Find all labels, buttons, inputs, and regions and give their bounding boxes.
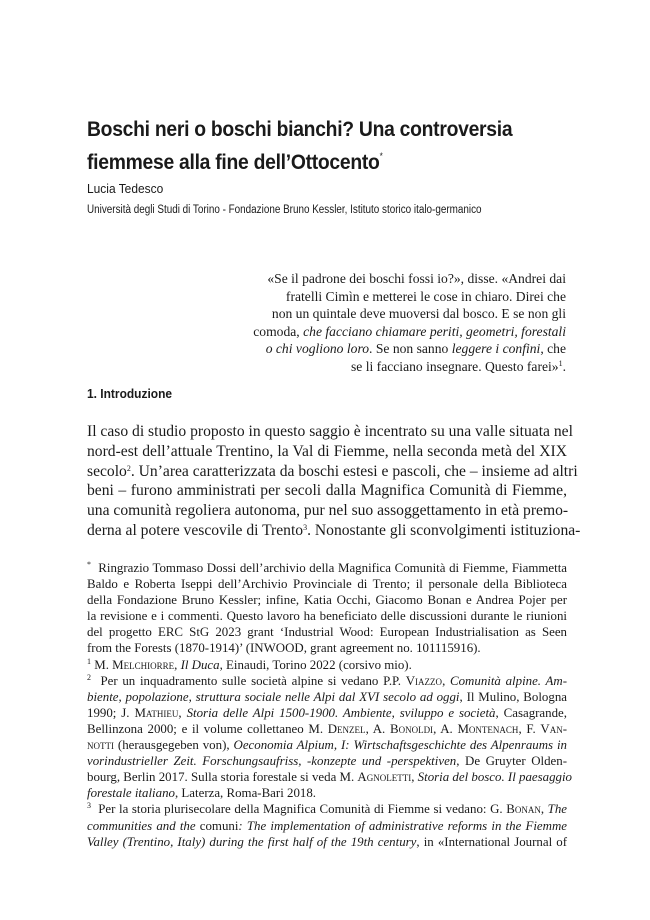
footnote-line [87, 705, 567, 721]
author-surname: Bonan [506, 802, 541, 817]
work-title: Il Duca [180, 657, 220, 672]
section-heading: 1. Introduzione [87, 386, 173, 401]
work-title: Valley (Trentino, Italy) during the first half of the 19th century [87, 834, 417, 849]
footnote-line: del progetto ERC StG 2023 grant ‘Industrial Wood: European Industrialisation as Seen [87, 625, 567, 640]
footnote-ref[interactable]: 2 [126, 463, 131, 473]
author-surname: Mathieu [134, 705, 179, 720]
footnote-line [87, 769, 572, 785]
footnote-line: Baldo e Roberta Iseppi dell’Archivio Provinciale di Trento; il personale della Biblioteca [87, 577, 567, 592]
author-surname: Van- [540, 721, 567, 736]
footnote-marker: 3 [87, 801, 91, 811]
work-title: vorindustrieller Zeit. Forschungsaufriss, -konzepte und -perspektiven [87, 754, 457, 769]
footnote-text: Ringrazio Tommaso Dossi dell’archivio della Magnifica Comunità di Fiemme, Fiammetta [98, 561, 567, 575]
body-line: Il caso di studio proposto in questo saggio è incentrato su una valle situata nel [87, 423, 573, 440]
title-line-2: fiemmese alla fine dell’Ottocento [87, 151, 380, 174]
author-surname: Agnoletti [357, 770, 412, 785]
footnote-text: Per la storia plurisecolare della Magnifica Comunità di Fiemme si vedano: G. [98, 802, 507, 817]
author-surname: notti [87, 738, 114, 753]
footnote-ref[interactable]: 3 [303, 522, 308, 532]
footnote-2 [87, 673, 567, 689]
body-paragraph [87, 422, 581, 541]
epigraph [248, 270, 566, 375]
footnote-text: , A. [433, 721, 458, 736]
work-title: Storia delle Alpi 1500-1900. Ambiente, sviluppo e società [186, 705, 496, 720]
epigraph-text: comoda, [253, 323, 304, 339]
epigraph-line [248, 323, 566, 341]
footnote-text: , De Gruyter Olden- [456, 754, 567, 769]
footnote-text: , [178, 705, 187, 720]
epigraph-text: . [562, 358, 566, 374]
footnote-text: Per un inquadramento sulle società alpine si vedano P.P. [100, 673, 406, 688]
epigraph-line [248, 340, 566, 358]
body-line: una comunità regoliera autonoma, pur nel suo assoggettamento in età premo- [87, 502, 569, 520]
footnote-text: , [174, 657, 181, 672]
body-line: beni – furono amministrati per secoli dalla Magnifica Comunità di Fiemme, [87, 482, 567, 500]
footnote-text: , [411, 770, 418, 785]
work-title: Comunità alpine. Am- [450, 673, 568, 688]
footnote-text: , [442, 673, 451, 688]
epigraph-text: se li facciano insegnare. Questo farei» [351, 358, 559, 374]
work-title: Oeconomia Alpium, I: Wirtschaftsgeschichte des Alpenraums in [233, 738, 567, 753]
footnote-marker: * [87, 560, 91, 569]
epigraph-line: «Se il padrone dei boschi fossi io?», disse. «Andrei dai [267, 271, 566, 286]
footnote-text: Bellinzona 2000; e il volume collettaneo M. [87, 721, 328, 736]
footnote-marker: 1 [87, 656, 91, 666]
work-title: The [547, 802, 567, 817]
footnote-line: la revisione e i commenti. Questo lavoro ha beneficiato delle discussioni durante le riunioni [87, 609, 567, 624]
footnote-text: , A. [365, 721, 390, 736]
epigraph-line: fratelli Cimìn e metterei le cose in chiaro. Direi che [285, 288, 566, 304]
footnote-line [87, 785, 567, 801]
footnote-1 [87, 657, 567, 673]
footnote-line [87, 753, 567, 769]
footnote-line [87, 834, 567, 850]
footnote-marker: 2 [87, 672, 91, 682]
work-title: biente, popolazione, struttura sociale nelle Alpi dal XVI secolo ad oggi [87, 689, 460, 704]
author-surname: Bonoldi [389, 721, 434, 736]
footnote-ref[interactable]: 1 [558, 358, 563, 368]
author-surname: Viazzo [405, 673, 443, 688]
epigraph-line: non un quintale deve muoversi dal bosco. E se non gli [271, 306, 566, 321]
work-title: : The implementation of administrative reforms in the Fiemme [238, 818, 567, 833]
body-line: nord-est dell’attuale Trentino, la Val di Fiemme, nella seconda metà del XIX [87, 442, 567, 460]
work-title: forestale italiano [87, 786, 175, 801]
body-text: derna al potere vescovile di Trento [87, 521, 304, 539]
footnote-star-line [87, 560, 567, 576]
footnote-text: , Il Mulino, Bologna [459, 689, 567, 704]
footnote-text: , in «International Journal of [416, 834, 568, 849]
epigraph-text: . Se non sanno [369, 341, 452, 356]
footnote-text: , Laterza, Roma-Bari 2018. [174, 786, 316, 801]
body-line [87, 521, 581, 541]
footnote-text: , Casagrande, [495, 705, 567, 720]
body-text: . Nonostante gli sconvolgimenti istituziona- [307, 521, 581, 539]
author-affiliation: Università degli Studi di Torino - Fondazione Bruno Kessler, Istituto storico italo-germanico [87, 204, 482, 216]
footnote-line [87, 737, 567, 753]
epigraph-italic: o chi vogliono loro [265, 341, 370, 356]
footnote-line [87, 818, 567, 834]
footnote-text: 1990; J. [87, 705, 135, 720]
author-surname: Montenach [457, 721, 519, 736]
body-text: secolo [87, 462, 127, 480]
body-line [87, 462, 578, 482]
title-footnote-marker: * [379, 151, 383, 161]
work-title: communities and the [87, 818, 200, 833]
footnote-text: bourg, Berlin 2017. Sulla storia forestale si veda M. [87, 770, 358, 785]
author-surname: Denzel [327, 721, 366, 736]
footnote-text: , Einaudi, Torino 2022 (corsivo mio). [219, 657, 412, 672]
footnote-3 [87, 801, 567, 817]
epigraph-italic: che facciano chiamare periti, geometri, forestali [303, 323, 566, 339]
epigraph-italic: leggere i confini [451, 341, 541, 356]
author-surname: Melchiorre [112, 657, 175, 672]
title-line-1: Boschi neri o boschi bianchi? Una controversia [87, 118, 513, 141]
work-title: Storia del bosco. Il paesaggio [417, 770, 572, 785]
footnote-text: (herausgegeben von), [114, 738, 234, 753]
body-text: . Un’area caratterizzata da boschi estesi e pascoli, che – insieme ad altri [130, 462, 578, 480]
footnote-text: M. [94, 657, 113, 672]
epigraph-text: , che [540, 341, 566, 356]
footnote-line [87, 721, 567, 737]
footnote-text: comuni [199, 818, 239, 833]
author-name: Lucia Tedesco [87, 181, 164, 196]
footnote-line: della Fondazione Bruno Kessler; infine, Katia Occhi, Giacomo Bonan e Andrea Pojer per [87, 593, 567, 608]
footnote-line [87, 689, 567, 705]
footnotes [87, 560, 572, 850]
footnote-text: , F. [518, 721, 541, 736]
footnote-line: from the Forests (1870-1914)’ (INWOOD, grant agreement no. 101115916). [87, 641, 481, 656]
article-title [87, 116, 547, 176]
epigraph-line [248, 358, 566, 376]
footnote-text: , [540, 802, 548, 817]
